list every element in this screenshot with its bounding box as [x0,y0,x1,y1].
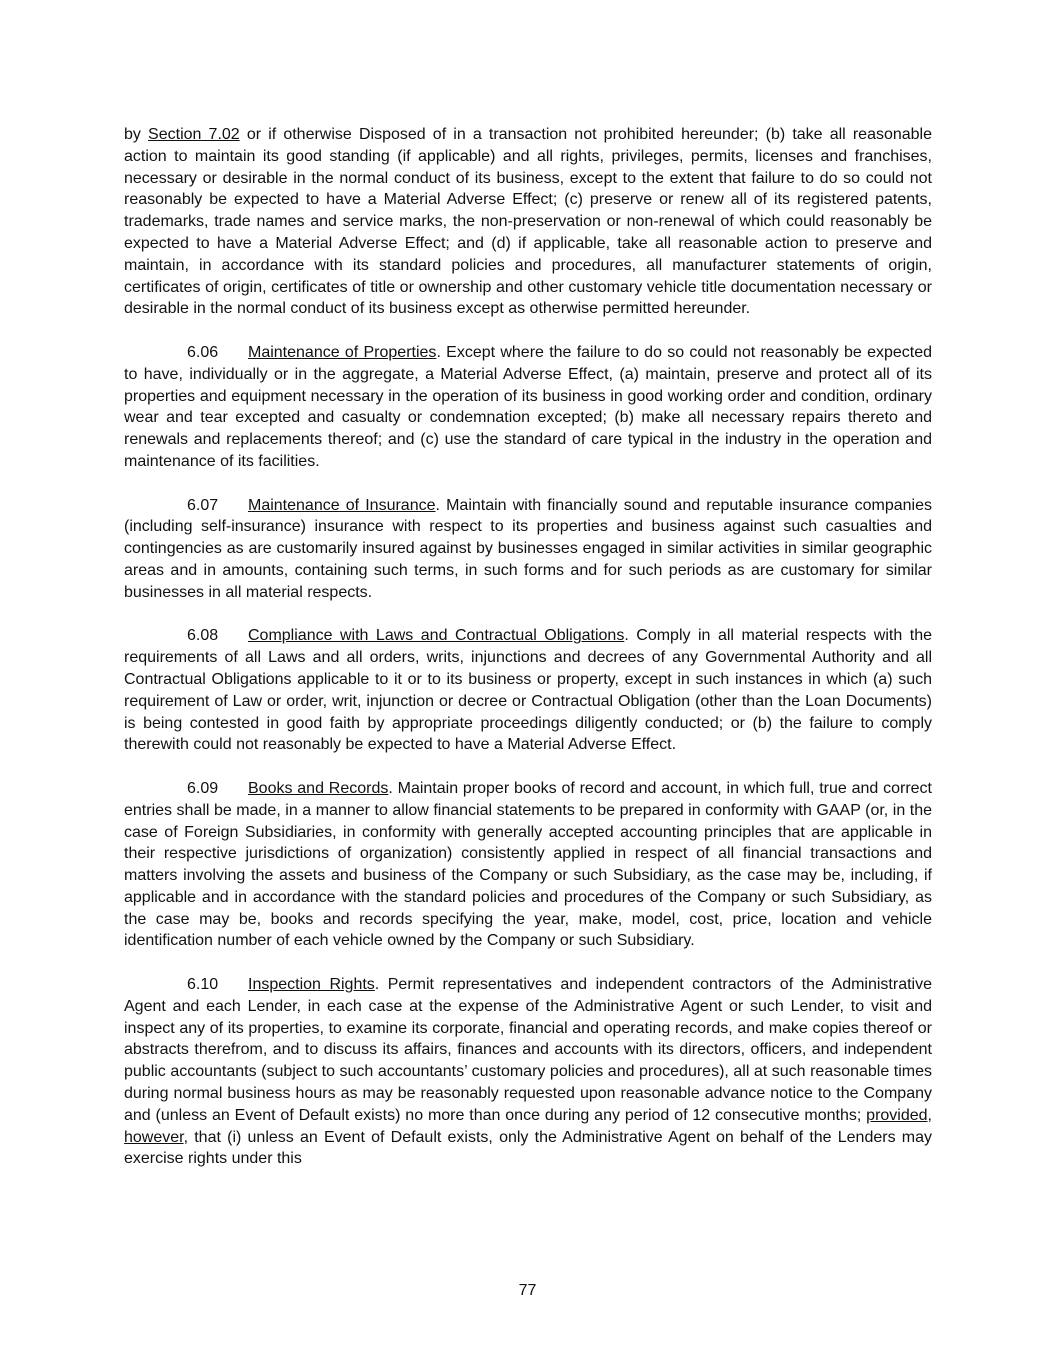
section-text: . Permit representatives and independent contractors of the Administrative Agent and each Lender, in each case at the expense of the Administrative Agent or such Lender, to visit and inspect any of its properties, to examine its corporate, financial and operating records, and make copies thereof or abstracts therefrom, and to discuss its affairs, finances and accounts with its directors, officers, and independent public accountants (subject to such accountants’ customary policies and procedures), all at such reasonable times during normal business hours as may be reasonably requested upon reasonable advance notice to the Company and (unless an Event of Default exists) no more than once during any period of 12 consecutive months; [124,976,932,1124]
section-6-07 [124,495,932,604]
section-text: , that (i) unless an Event of Default exists, only the Administrative Agent on behalf of the Lenders may exercise rights under this [124,1128,932,1168]
section-text: . Comply in all material respects with the requirements of all Laws and all orders, writs, injunctions and decrees of any Governmental Authority and all Contractual Obligations applicable to it or to its business or property, except in such instances in which (a) such requirement of Law or order, writ, injunction or decree or Contractual Obligation (other than the Loan Documents) is being contested in good faith by appropriate proceedings diligently conducted; or (b) the failure to comply therewith could not reasonably be expected to have a Material Adverse Effect. [124,627,933,754]
section-6-09 [124,778,932,952]
section-6-10 [124,974,932,1170]
page-number: 77 [518,1282,537,1299]
section-text: . Maintain with financially sound and reputable insurance companies (including self-insurance) insurance with respect to its properties and business against such casualties and contingencies as are customarily insured against by businesses engaged in similar activities in similar geographic areas and in amounts, containing such terms, in such forms and for such periods as are customary for similar businesses in all material respects. [124,496,933,601]
text: or if otherwise Disposed of in a transaction not prohibited hereunder; (b) take all reasonable action to maintain its good standing (if applicable) and all rights, privileges, permits, licenses and franchises, necessary or desirable in the normal conduct of its business, except to the extent that failure to do so could not reasonably be expected to have a Material Adverse Effect; (c) preserve or renew all of its registered patents, trademarks, trade names and service marks, the non-preservation or non-renewal of which could reasonably be expected to have a Material Adverse Effect; and (d) if applicable, take all reasonable action to preserve and maintain, in accordance with its standard policies and procedures, all manufacturer statements of origin, certificates of origin, certificates of title or ownership and other customary vehicle title documentation necessary or desirable in the normal conduct of its business except as otherwise permitted hereunder. [124,126,933,318]
provided-term: provided [866,1106,928,1124]
section-number: 6.10 [187,976,219,994]
text: , [927,1106,932,1124]
section-6-06 [124,342,932,473]
section-heading: Maintenance of Properties [248,343,437,361]
section-text: . Maintain proper books of record and account, in which full, true and correct entries shall be made, in a manner to allow financial statements to be prepared in conformity with GAAP (or, in the case of Foreign Subsidiaries, in conformity with generally accepted accounting principles that are applicable in their respective jurisdictions of organization) consistently applied in respect of all financial transactions and matters involving the assets and business of the Company or such Subsidiary, as the case may be, including, if applicable and in accordance with the standard policies and procedures of the Company or such Subsidiary, as the case may be, books and records specifying the year, make, model, cost, price, location and vehicle identification number of each vehicle owned by the Company or such Subsidiary. [124,779,932,950]
section-heading: Inspection Rights [248,976,375,994]
section-number: 6.08 [187,627,219,645]
section-heading: Books and Records [248,779,389,797]
section-heading: Maintenance of Insurance [248,496,436,514]
section-heading: Compliance with Laws and Contractual Obligations [248,627,625,645]
section-text: . Except where the failure to do so could not reasonably be expected to have, individually or in the aggregate, a Material Adverse Effect, (a) maintain, preserve and protect all of its properties and equipment necessary in the operation of its business in good working order and condition, ordinary wear and tear excepted and casualty or condemnation excepted; (b) make all necessary repairs thereto and renewals and replacements thereof; and (c) use the standard of care typical in the industry in the operation and maintenance of its facilities. [124,343,933,470]
section-number: 6.09 [187,779,219,797]
document-body [124,124,932,1192]
text: by [124,126,149,143]
section-reference: Section 7.02 [148,126,240,143]
section-6-08 [124,625,932,756]
section-number: 6.06 [187,343,219,361]
however-term: however [124,1128,184,1146]
section-number: 6.07 [187,496,219,514]
intro-paragraph [124,124,932,320]
